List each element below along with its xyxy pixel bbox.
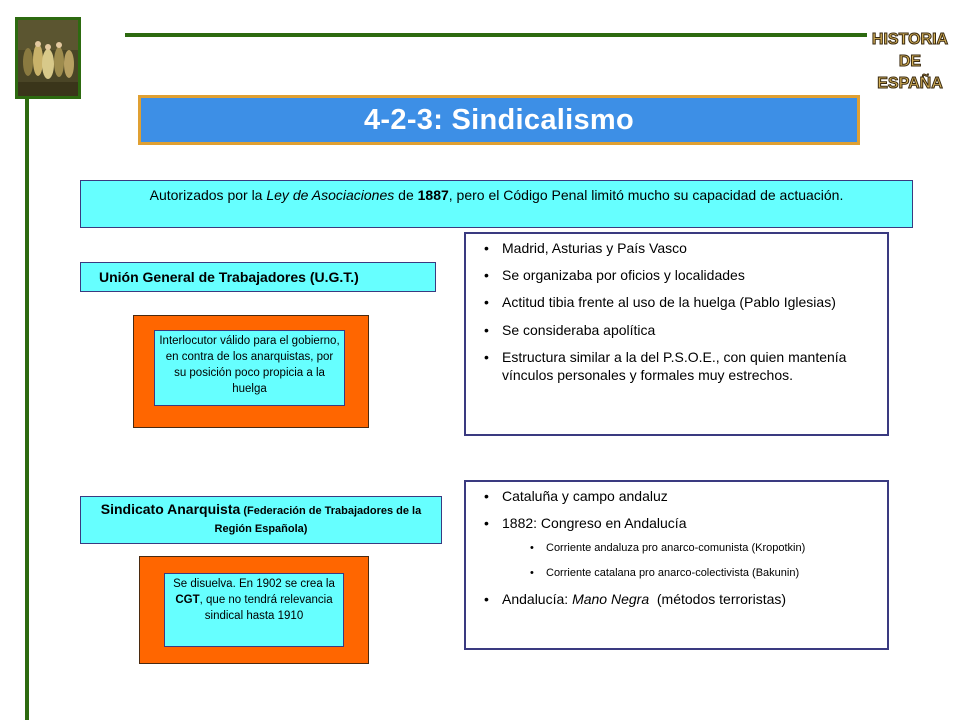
logo-line-2: DE — [898, 53, 922, 70]
intro-text-end: , pero el Código Penal limitó mucho su capacidad de actuación. — [448, 187, 844, 203]
list-item: • Madrid, Asturias y País Vasco — [484, 240, 687, 256]
ugt-label-box — [80, 262, 436, 292]
anarquista-note: Se disuelva. En 1902 se crea la CGT, que no tendrá relevancia sindical hasta 1910 — [164, 573, 344, 647]
list-item: • Estructura similar a la del P.S.O.E., con quien mantenía vínculos personales y formales muy estrechos. — [484, 348, 847, 383]
bullet-icon: • — [530, 566, 534, 579]
list-item: • Actitud tibia frente al uso de la huelga (Pablo Iglesias) — [484, 294, 836, 311]
anarquista-label-paren: (Federación de Trabajadores de la Región Española) — [214, 505, 422, 535]
bullet-icon: • — [530, 542, 534, 555]
sub-list-item: • Corriente andaluza pro anarco-comunista (Kropotkin) — [530, 542, 806, 555]
bullet-icon: • — [484, 240, 489, 256]
intro-year: 1887 — [417, 187, 449, 203]
anarquista-label-box — [80, 496, 442, 544]
intro-box — [80, 180, 913, 228]
ugt-note-text: Interlocutor válido para el gobierno, en contra de los anarquistas, por su posición poco propicia a la huelga — [159, 335, 340, 396]
historia-de-espana-logo — [868, 24, 952, 96]
painting-thumbnail — [15, 17, 81, 99]
cgt-acronym: CGT — [175, 594, 200, 607]
bullet-icon: • — [484, 515, 489, 532]
list-item: • Andalucía: Mano Negra (métodos terroristas) — [484, 590, 787, 607]
list-item: • 1882: Congreso en Andalucía — [484, 515, 687, 532]
anarquista-bullet-list — [464, 480, 889, 650]
sub-list-item: • Corriente catalana pro anarco-colectivista (Bakunin) — [530, 566, 800, 579]
anarquista-label-main: Sindicato Anarquista — [100, 501, 241, 517]
painting-image — [18, 20, 78, 96]
page-title: 4-2-3: Sindicalismo — [364, 103, 634, 136]
intro-law-name: Ley de Asociaciones — [266, 187, 395, 203]
bullet-icon: • — [484, 348, 489, 365]
left-border-line — [25, 96, 29, 720]
mano-negra: Mano Negra — [572, 590, 650, 607]
ugt-bullet-list — [464, 232, 889, 436]
top-border-line — [125, 33, 867, 37]
intro-text-start: Autorizados por la — [149, 187, 267, 203]
ugt-label: Unión General de Trabajadores (U.G.T.) — [99, 269, 359, 285]
intro-text-mid: de — [394, 187, 418, 203]
bullet-icon: • — [484, 294, 489, 311]
list-item: • Cataluña y campo andaluz — [484, 488, 668, 504]
bullet-icon: • — [484, 488, 489, 504]
logo-line-3: ESPAÑA — [877, 75, 943, 92]
title-bar — [138, 95, 860, 145]
list-item: • Se consideraba apolítica — [484, 321, 656, 338]
bullet-icon: • — [484, 590, 489, 607]
list-item: • Se organizaba por oficios y localidades — [484, 267, 745, 284]
bullet-icon: • — [484, 321, 489, 338]
ugt-note — [154, 330, 345, 406]
bullet-icon: • — [484, 267, 489, 284]
logo-line-1: HISTORIA — [871, 31, 949, 48]
